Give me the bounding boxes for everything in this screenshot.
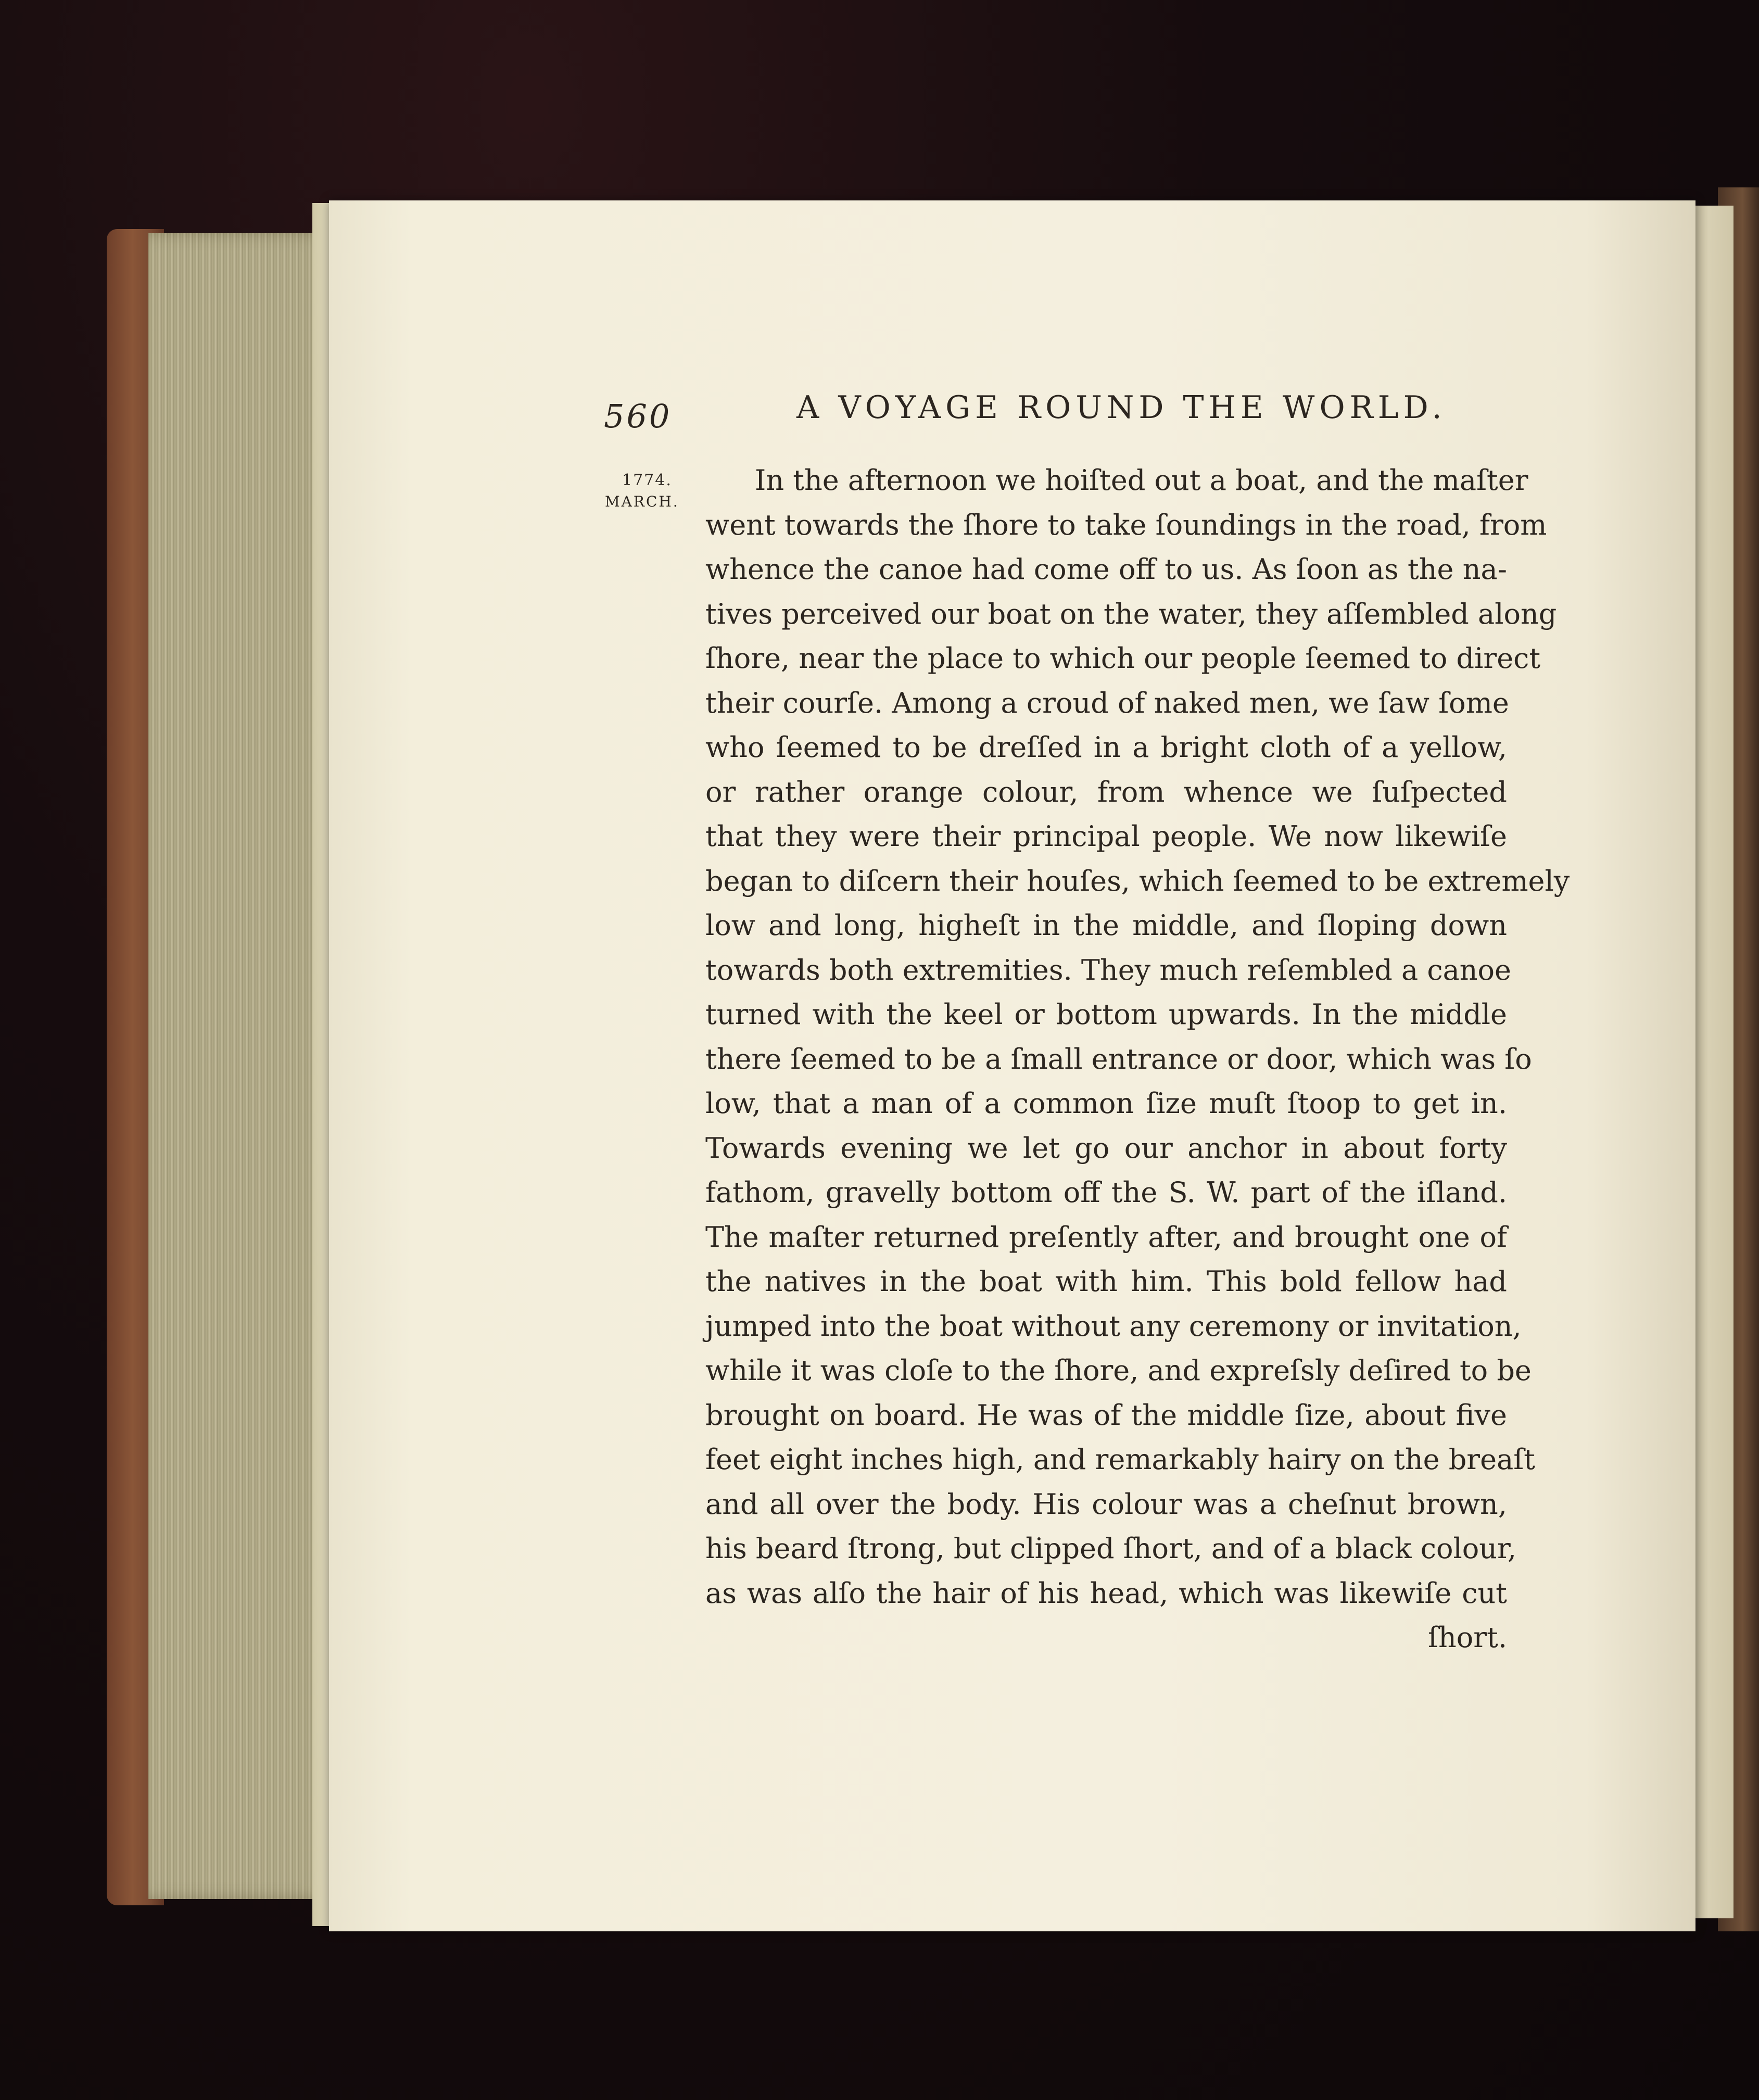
page-number: 560	[604, 397, 672, 435]
body-paragraph	[705, 458, 1570, 1660]
text-line: and all over the body. His colour was a cheſnut brown,	[705, 1487, 1507, 1521]
text-line: or rather orange colour, from whence we ſuſpected	[705, 775, 1507, 808]
text-line: whence the canoe had come off to us. As ſoon as the na-	[705, 553, 1507, 586]
text-line: there ſeemed to be a ſmall entrance or door, which was ſo	[705, 1042, 1532, 1076]
text-line: turned with the keel or bottom upwards. In the middle	[705, 998, 1507, 1031]
text-line: their courſe. Among a croud of naked men, we ſaw ſome	[705, 686, 1509, 719]
text-line: that they were their principal people. We now likewiſe	[705, 820, 1507, 853]
text-line: tives perceived our boat on the water, they aſſembled along	[705, 597, 1557, 630]
text-line: feet eight inches high, and remarkably hairy on the breaſt	[705, 1443, 1535, 1476]
text-line: fathom, gravelly bottom off the S. W. part of the iſland.	[705, 1176, 1507, 1209]
catchword: ſhort.	[1428, 1621, 1507, 1654]
text-line: jumped into the boat without any ceremony or invitation,	[705, 1309, 1522, 1343]
text-line: Towards evening we let go our anchor in about forty	[705, 1131, 1507, 1165]
text-line: his beard ſtrong, but clipped ſhort, and of a black colour,	[705, 1532, 1517, 1565]
text-line: ſhore, near the place to which our people ſeemed to direct	[705, 642, 1541, 675]
text-line: while it was cloſe to the ſhore, and expreſsly deſired to be	[705, 1354, 1532, 1387]
text-line: low, that a man of a common ſize muſt ſtoop to get in.	[705, 1087, 1507, 1120]
margin-note-month: MARCH.	[605, 493, 679, 510]
text-line: the natives in the boat with him. This bold fellow had	[705, 1265, 1507, 1298]
text-line: The maſter returned preſently after, and brought one of	[705, 1220, 1507, 1254]
text-line: went towards the ſhore to take ſoundings in the road, from	[705, 508, 1547, 541]
text-line: low and long, higheſt in the middle, and ſloping down	[705, 909, 1507, 942]
text-line: as was alſo the hair of his head, which was likewiſe cut	[705, 1576, 1507, 1610]
text-line: In the afternoon we hoiſted out a boat, and the maſter	[755, 464, 1528, 497]
text-line: began to diſcern their houſes, which ſeemed to be extremely	[705, 864, 1570, 897]
page-block-edges	[148, 233, 331, 1899]
running-head: A VOYAGE ROUND THE WORLD.	[796, 389, 1447, 426]
margin-note-year: 1774.	[622, 471, 672, 489]
text-line: who ſeemed to be dreſſed in a bright cloth of a yellow,	[705, 731, 1507, 764]
facing-page-gutter	[1692, 206, 1733, 1918]
text-line: towards both extremities. They much reſembled a canoe	[705, 953, 1512, 986]
text-line: brought on board. He was of the middle ſize, about five	[705, 1398, 1507, 1432]
